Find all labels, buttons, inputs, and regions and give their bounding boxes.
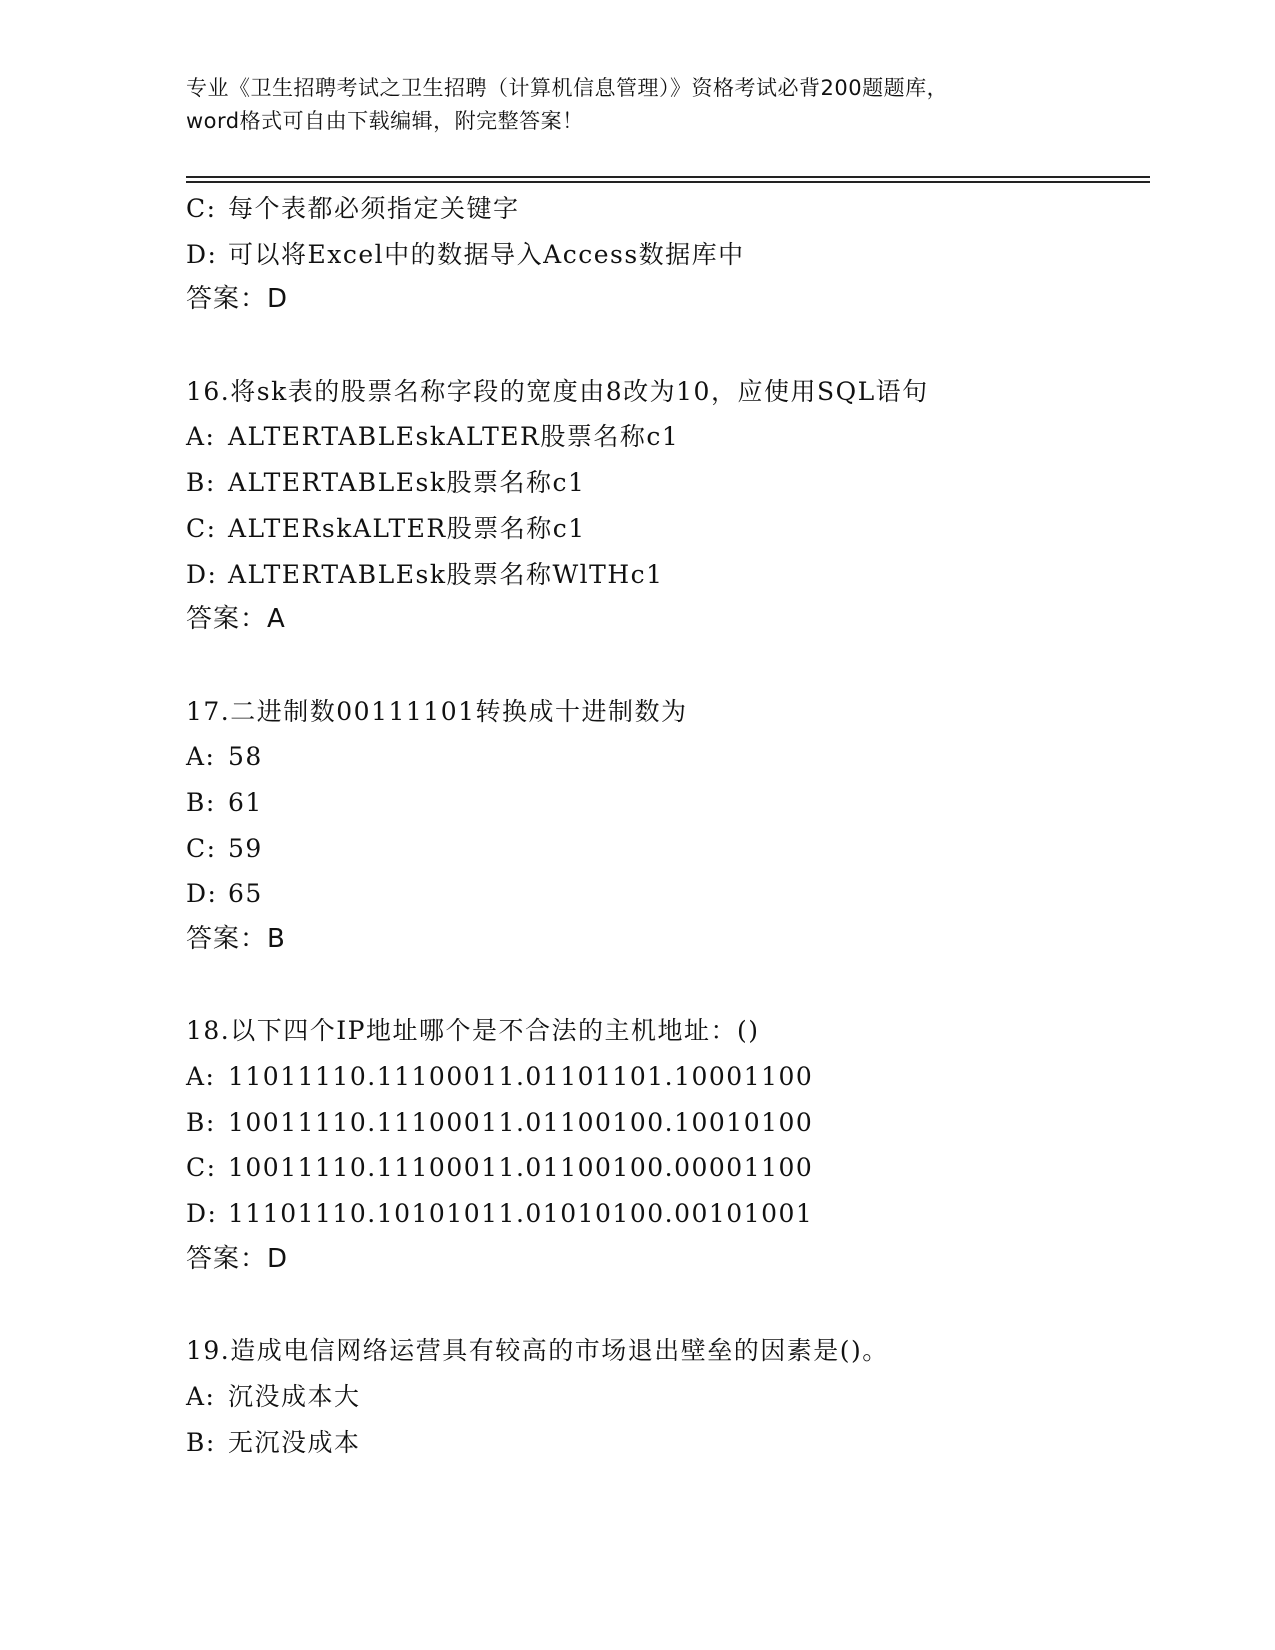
- option-text: 无沉没成本: [228, 1427, 361, 1457]
- spacer: [186, 323, 1150, 369]
- option-text: ALTERskALTER股票名称c1: [228, 513, 586, 543]
- option-b: [186, 1100, 1150, 1146]
- option-label: B:: [186, 468, 216, 498]
- option-text: ALTERTABLEskALTER股票名称c1: [228, 422, 680, 452]
- option-d: [186, 871, 1150, 917]
- option-text: 10011110.11100011.01100100.10010100: [228, 1107, 814, 1137]
- header-line-2: word格式可自由下载编辑，附完整答案！: [186, 109, 584, 133]
- header-divider-bottom: [186, 181, 1150, 183]
- option-text: 65: [228, 879, 263, 909]
- option-text: 11011110.11100011.01101101.10001100: [228, 1062, 814, 1092]
- option-label: B:: [186, 1427, 216, 1457]
- option-d: [186, 232, 1150, 278]
- option-b: [186, 460, 1150, 506]
- header-divider-top: [186, 176, 1150, 178]
- option-label: D:: [186, 559, 218, 589]
- option-label: A:: [186, 1062, 216, 1092]
- question-stem: 18.以下四个IP地址哪个是不合法的主机地址：(): [186, 1016, 760, 1046]
- option-label: C:: [186, 833, 217, 863]
- header-line-1: 专业《卫生招聘考试之卫生招聘（计算机信息管理）》资格考试必背200题题库，: [186, 76, 949, 100]
- option-d: [186, 552, 1150, 598]
- question-stem: 19.造成电信网络运营具有较高的市场退出壁垒的因素是()。: [186, 1336, 889, 1366]
- spacer: [186, 963, 1150, 1009]
- option-label: A:: [186, 742, 216, 772]
- option-label: D:: [186, 239, 218, 269]
- question-list: [186, 186, 1150, 1465]
- option-label: B:: [186, 1107, 216, 1137]
- option-text: 58: [228, 742, 263, 772]
- option-label: D:: [186, 1199, 218, 1229]
- answer-line: 答案：A: [186, 604, 286, 635]
- option-a: [186, 1054, 1150, 1100]
- spacer: [186, 643, 1150, 689]
- option-text: 10011110.11100011.01100100.00001100: [228, 1153, 814, 1183]
- option-label: C:: [186, 513, 217, 543]
- option-text: ALTERTABLEsk股票名称WlTHc1: [228, 559, 664, 589]
- option-c: [186, 1145, 1150, 1191]
- option-c: [186, 506, 1150, 552]
- answer-line: 答案：B: [186, 924, 286, 954]
- option-text: 11101110.10101011.01010100.00101001: [228, 1199, 814, 1229]
- option-text: 59: [228, 833, 263, 863]
- answer-line: 答案：D: [186, 1243, 289, 1274]
- option-text: 沉没成本大: [228, 1381, 361, 1411]
- spacer: [186, 1283, 1150, 1329]
- option-b: [186, 1420, 1150, 1466]
- option-label: C:: [186, 1153, 217, 1183]
- option-text: 可以将Excel中的数据导入Access数据库中: [228, 239, 745, 269]
- option-label: A:: [186, 1381, 216, 1411]
- option-text: 61: [228, 787, 263, 817]
- option-label: A:: [186, 422, 216, 452]
- option-text: 每个表都必须指定关键字: [228, 194, 520, 223]
- option-label: C:: [186, 194, 217, 223]
- option-b: [186, 780, 1150, 826]
- option-label: D:: [186, 879, 218, 909]
- option-c: [186, 186, 1150, 232]
- answer-line: 答案：D: [186, 284, 289, 315]
- option-a: [186, 414, 1150, 460]
- option-c: [186, 826, 1150, 872]
- option-d: [186, 1191, 1150, 1237]
- option-text: ALTERTABLEsk股票名称c1: [228, 468, 586, 498]
- option-label: B:: [186, 787, 216, 817]
- question-stem: 16.将sk表的股票名称字段的宽度由8改为10，应使用SQL语句: [186, 376, 929, 406]
- question-stem: 17.二进制数00111101转换成十进制数为: [186, 696, 688, 726]
- document-header: [186, 72, 1086, 138]
- option-a: [186, 734, 1150, 780]
- option-a: [186, 1374, 1150, 1420]
